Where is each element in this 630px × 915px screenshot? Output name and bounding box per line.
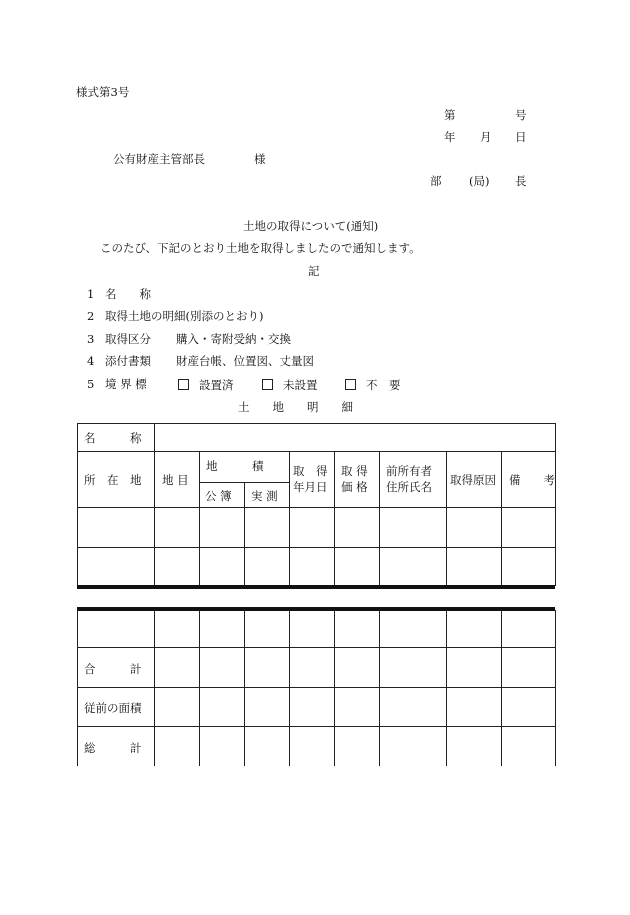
header-name: 名 称 bbox=[84, 431, 142, 445]
header-location: 所 在 地 bbox=[84, 473, 142, 487]
item-label: 取得区分 bbox=[105, 332, 151, 346]
header-jissoku: 実 測 bbox=[251, 489, 278, 503]
option-label: 不 要 bbox=[366, 378, 401, 392]
item-number: 3 bbox=[87, 332, 95, 346]
item-value: 財産台帳、位置図、丈量図 bbox=[176, 354, 314, 368]
header-acq-date-2: 年月日 bbox=[293, 480, 328, 494]
number-label-go: 号 bbox=[515, 108, 527, 122]
table-border bbox=[77, 423, 78, 586]
table-border bbox=[154, 423, 155, 586]
item-label: 添付書類 bbox=[105, 354, 151, 368]
date-hi: 日 bbox=[515, 130, 527, 144]
form-number: 様式第3号 bbox=[76, 85, 130, 99]
item-acquisition-type bbox=[87, 332, 291, 346]
table-border bbox=[555, 423, 556, 586]
item-label: 名 称 bbox=[105, 287, 151, 301]
honorific: 様 bbox=[254, 152, 266, 166]
item-attachments bbox=[87, 354, 314, 368]
table-rule bbox=[77, 547, 556, 548]
table-rule bbox=[77, 451, 556, 452]
date-tsuki: 月 bbox=[480, 130, 492, 144]
item-boundary-marker bbox=[87, 379, 147, 391]
table-border bbox=[446, 610, 447, 766]
checkbox-icon[interactable] bbox=[262, 379, 273, 390]
table-border bbox=[289, 451, 290, 586]
item-value: 購入・寄附受納・交換 bbox=[176, 332, 291, 346]
document-title: 土地の取得について(通知) bbox=[243, 219, 379, 233]
option-label: 設置済 bbox=[199, 378, 234, 392]
table-rule bbox=[77, 726, 556, 727]
header-acq-price-2: 価 格 bbox=[341, 480, 368, 494]
table-border bbox=[379, 610, 380, 766]
table-break-bar bbox=[77, 607, 555, 611]
table-border bbox=[555, 610, 556, 766]
item-number: 1 bbox=[87, 287, 95, 301]
boundary-option-unnecessary[interactable] bbox=[345, 379, 401, 392]
item-number: 5 bbox=[87, 377, 95, 391]
header-area: 地 積 bbox=[206, 459, 264, 473]
row-label-previous-area: 従前の面積 bbox=[84, 701, 142, 715]
date-nen: 年 bbox=[444, 130, 456, 144]
table-border bbox=[154, 610, 155, 766]
table-rule bbox=[77, 687, 556, 688]
boundary-option-installed[interactable] bbox=[178, 379, 234, 392]
item-name bbox=[87, 289, 151, 301]
header-acq-price-1: 取 得 bbox=[341, 464, 368, 478]
header-prev-owner-2: 住所氏名 bbox=[386, 480, 432, 494]
option-label: 未設置 bbox=[283, 378, 318, 392]
table-rule bbox=[77, 647, 556, 648]
table-border bbox=[446, 451, 447, 586]
row-label-total: 合 計 bbox=[84, 662, 142, 676]
table-border bbox=[199, 610, 200, 766]
header-prev-owner-1: 前所有者 bbox=[386, 464, 432, 478]
row-label-grand-total: 総 計 bbox=[84, 741, 142, 755]
header-chimoku: 地 目 bbox=[162, 473, 189, 487]
ki-label: 記 bbox=[308, 264, 320, 278]
item-number: 2 bbox=[87, 309, 95, 323]
sender-bu: 部 bbox=[430, 174, 442, 188]
sender-kyoku: (局) bbox=[469, 174, 490, 188]
item-land-detail bbox=[87, 311, 263, 323]
checkbox-icon[interactable] bbox=[345, 379, 356, 390]
table-border bbox=[501, 451, 502, 586]
header-remarks: 備 考 bbox=[509, 473, 555, 487]
table-border bbox=[501, 610, 502, 766]
table-border bbox=[244, 610, 245, 766]
table-rule bbox=[77, 423, 556, 424]
table-border bbox=[199, 451, 200, 586]
table-border bbox=[244, 482, 245, 586]
table-border bbox=[289, 610, 290, 766]
table-border bbox=[334, 451, 335, 586]
item-label: 境 界 標 bbox=[105, 377, 147, 391]
item-number: 4 bbox=[87, 354, 95, 368]
header-koubo: 公 簿 bbox=[205, 489, 232, 503]
table-break-bar bbox=[77, 585, 555, 589]
item-label: 取得土地の明細(別添のとおり) bbox=[105, 309, 264, 323]
table-border bbox=[77, 610, 78, 766]
number-label-dai: 第 bbox=[444, 108, 456, 122]
intro-text: このたび、下記のとおり土地を取得しましたので通知します。 bbox=[100, 241, 421, 255]
addressee: 公有財産主管部長 bbox=[113, 152, 205, 166]
checkbox-icon[interactable] bbox=[178, 379, 189, 390]
table-border bbox=[334, 610, 335, 766]
header-acq-date-1: 取 得 bbox=[293, 464, 328, 478]
sender-cho: 長 bbox=[515, 174, 527, 188]
table-rule bbox=[77, 507, 556, 508]
table-border bbox=[379, 451, 380, 586]
header-acq-reason: 取得原因 bbox=[450, 473, 496, 487]
boundary-option-not-installed[interactable] bbox=[262, 379, 318, 392]
table-title: 土 地 明 細 bbox=[238, 400, 353, 414]
